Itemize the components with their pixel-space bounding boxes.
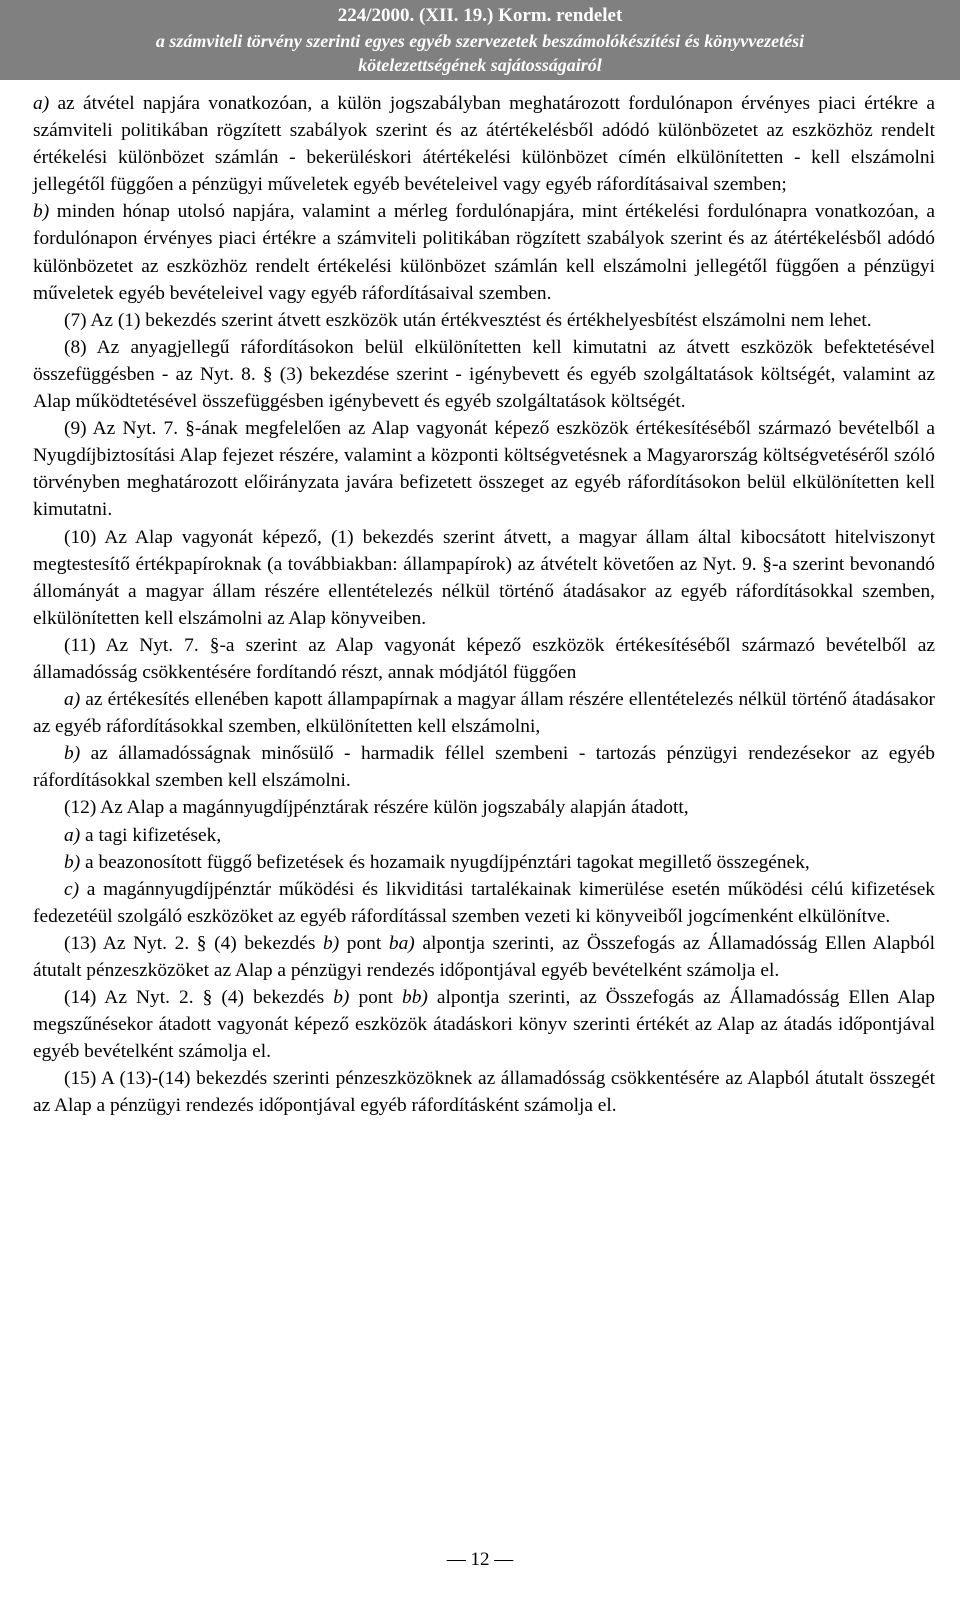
paragraph-text: az államadósságnak minősülő - harmadik féllel szembeni - tartozás pénzügyi rendezésekor az egyéb ráfordításokkal szemben kell elszámolni.: [33, 743, 935, 792]
paragraph-text: (15) A (13)-(14) bekezdés szerinti pénzeszközöknek az államadósság csökkentésére az Alapból átutalt összegét az Alap a pénzügyi rendezés időpontjával egyéb ráfordításként számolja el.: [33, 1068, 935, 1117]
paragraph-text: a beazonosított függő befizetések és hozamaik nyugdíjpénztári tagokat megillető összegének,: [80, 851, 810, 873]
paragraph-text: az átvétel napjára vonatkozóan, a külön jogszabályban meghatározott fordulónapon érvényes piaci értékre a számviteli politikában rögzített szabályok szerint és az átértékelésből adódó különbözetet az eszközhöz rendelt értékelési különbözet számlán - bekerüléskori átértékelési különbözet címén elkülönítetten - kell elszámolni jellegétől függően a pénzügyi műveletek egyéb bevételeivel vagy egyéb ráfordításaival szemben;: [33, 93, 935, 196]
paragraph-point-label: b): [64, 743, 81, 765]
paragraph-point-label: c): [64, 878, 80, 900]
paragraph-text: (14) Az Nyt. 2. § (4) bekezdés: [64, 987, 334, 1009]
body-paragraph: [33, 632, 935, 686]
body-paragraph: [33, 307, 935, 334]
body-paragraph: [33, 686, 935, 740]
body-paragraph: [33, 930, 935, 984]
body-paragraph: [33, 822, 935, 849]
running-header: [0, 0, 960, 80]
body-paragraph: [33, 876, 935, 930]
paragraph-text: (12) Az Alap a magánnyugdíjpénztárak részére külön jogszabály alapján átadott,: [64, 797, 689, 819]
paragraph-point-label: b): [33, 201, 50, 223]
page-number: — 12 —: [446, 1549, 514, 1570]
paragraph-text: a magánnyugdíjpénztár működési és likviditási tartalékainak kimerülése esetén működési célú kifizetések fedezetéül szolgáló eszközöket az egyéb ráfordítással szemben vezeti ki könyveiből jogcímenként elkülönítve.: [33, 878, 935, 927]
paragraph-point-label: a): [64, 689, 81, 711]
header-subject-line-2: kötelezettségének sajátosságairól: [358, 55, 602, 75]
paragraph-text: (7) Az (1) bekezdés szerint átvett eszközök után értékvesztést és értékhelyesbítést elszámolni nem lehet.: [64, 309, 872, 331]
body-paragraph: [33, 334, 935, 415]
header-subject-line-1: a számviteli törvény szerinti egyes egyéb szervezetek beszámolókészítési és könyvvezetési: [155, 31, 805, 51]
body-paragraph: [33, 740, 935, 794]
header-decree-title: 224/2000. (XII. 19.) Korm. rendelet: [337, 5, 623, 26]
body-paragraph: [33, 794, 935, 821]
paragraph-point-label: a): [33, 93, 50, 114]
paragraph-point-label: a): [64, 824, 81, 846]
document-body: [33, 90, 935, 1120]
paragraph-point-label: bb): [402, 987, 428, 1009]
body-paragraph: [33, 524, 935, 632]
paragraph-text: a tagi kifizetések,: [80, 824, 222, 846]
paragraph-text: (10) Az Alap vagyonát képező, (1) bekezdés szerint átvett, a magyar állam által kibocsátott hitelviszonyt megtestesítő értékpapíroknak (a továbbiakban: állampapírok) az átvételt követően az Nyt. 9. §-a szerint bevonandó állományát a magyar állam részére ellentételezés nélkül történő átadásakor az egyéb ráfordításokkal szemben, elkülönítetten kell elszámolni az Alap könyveiben.: [33, 526, 935, 629]
paragraph-text: az értékesítés ellenében kapott állampapírnak a magyar állam részére ellentételezés nélkül történő átadásakor az egyéb ráfordításokkal szemben, elkülönítetten kell elszámolni,: [33, 689, 935, 738]
paragraph-text: alpontja szerinti, az Összefogás az Államadósság Ellen Alap megszűnésekor átadott vagyonát képező eszközök átadáskori könyv szerinti értékét az Alap az átadás időpontjával egyéb bevételként számolja el.: [33, 987, 935, 1063]
paragraph-text: (8) Az anyagjellegű ráfordításokon belül elkülönítetten kell kimutatni az átvett eszközök befektetésével összefüggésben - az Nyt. 8. § (3) bekezdése szerint - igénybevett és egyéb szolgáltatások költségét, valamint az Alap működtetésével összefüggésben igénybevett és egyéb szolgáltatások költségét.: [33, 336, 935, 413]
paragraph-text: pont: [349, 987, 402, 1009]
paragraph-point-label: ba): [388, 932, 415, 954]
body-paragraph: [33, 198, 935, 306]
paragraph-text: (9) Az Nyt. 7. §-ának megfelelően az Alap vagyonát képező eszközök értékesítéséből származó bevételből a Nyugdíjbiztosítási Alap fejezet részére, valamint a központi költségvetésnek a Magyarország költségvetéséről szóló törvényben meghatározott előirányzata javára befizetett összeget az egyéb ráfordításokon belül elkülönítetten kell kimutatni.: [33, 418, 935, 521]
paragraph-point-label: b): [333, 987, 350, 1009]
paragraph-text: (13) Az Nyt. 2. § (4) bekezdés: [64, 932, 324, 954]
body-paragraph: [33, 415, 935, 523]
paragraph-text: pont: [339, 932, 389, 954]
paragraph-text: alpontja szerinti, az Összefogás az Államadósság Ellen Alapból átutalt pénzeszközöket az Alap a pénzügyi rendezés időpontjával egyéb bevételként számolja el.: [33, 932, 935, 981]
body-paragraph: [33, 984, 935, 1065]
paragraph-point-label: b): [64, 851, 81, 873]
paragraph-text: minden hónap utolsó napjára, valamint a mérleg fordulónapjára, mint értékelési fordulónapra vonatkozóan, a fordulónapon érvényes piaci értékre a számviteli politikában rögzített szabályok szerint és az átértékelésből adódó különbözetet az eszközhöz rendelt értékelési különbözet számlán kell elszámolni jellegétől függően a pénzügyi műveletek egyéb bevételeivel vagy egyéb ráfordításaival szemben.: [33, 201, 935, 304]
paragraph-point-label: b): [323, 932, 340, 954]
body-paragraph: [33, 849, 935, 876]
body-paragraph: [33, 1065, 935, 1119]
paragraph-text: (11) Az Nyt. 7. §-a szerint az Alap vagyonát képező eszközök értékesítéséből származó bevételből az államadósság csökkentésére fordítandó részt, annak módjától függően: [33, 634, 935, 683]
body-paragraph: [33, 90, 935, 198]
